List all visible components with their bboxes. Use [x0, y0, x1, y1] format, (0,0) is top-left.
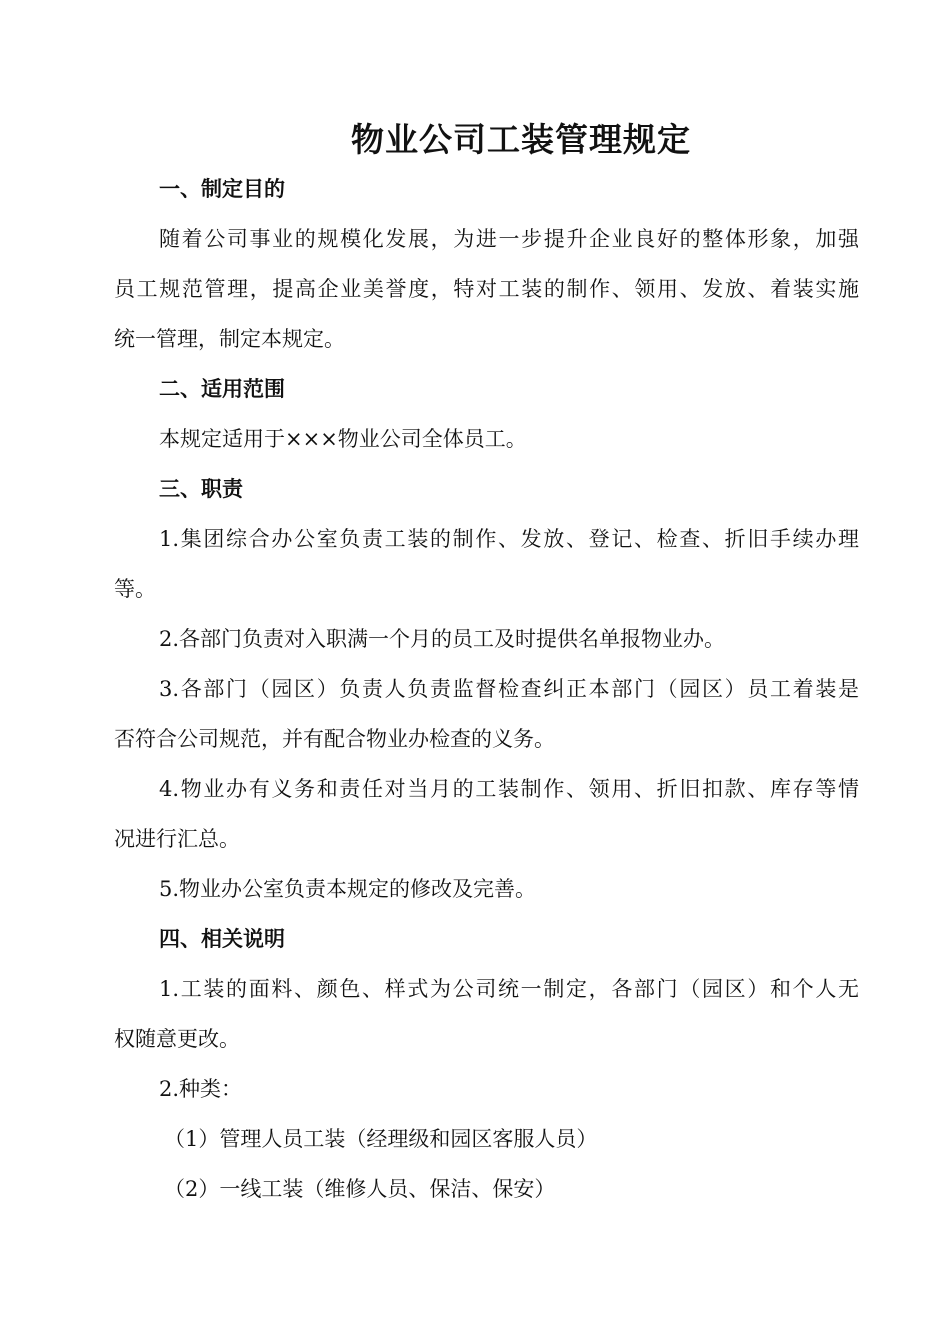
list-item: （2）一线工装（维修人员、保洁、保安）	[164, 1177, 556, 1201]
paragraph-line: 3.各部门（园区）负责人负责监督检查纠正本部门（园区）员工着装是	[159, 677, 859, 701]
paragraph-line: 本规定适用于×××物业公司全体员工。	[159, 427, 527, 451]
paragraph-line: 员工规范管理，提高企业美誉度，特对工装的制作、领用、发放、着装实施	[114, 277, 859, 301]
section-heading: 一、制定目的	[159, 177, 285, 201]
section-heading: 二、适用范围	[159, 377, 285, 401]
paragraph-line: 随着公司事业的规模化发展，为进一步提升企业良好的整体形象，加强	[159, 227, 859, 251]
section-heading: 三、职责	[159, 477, 243, 501]
paragraph-line: 4.物业办有义务和责任对当月的工装制作、领用、折旧扣款、库存等情	[159, 777, 859, 801]
paragraph-line: 统一管理，制定本规定。	[114, 327, 345, 351]
paragraph-line: 1.集团综合办公室负责工装的制作、发放、登记、检查、折旧手续办理	[159, 527, 859, 551]
paragraph-line: 否符合公司规范，并有配合物业办检查的义务。	[114, 727, 555, 751]
paragraph-line: 权随意更改。	[114, 1027, 240, 1051]
paragraph-line: 2.种类：	[159, 1077, 243, 1101]
list-item: （1）管理人员工装（经理级和园区客服人员）	[164, 1127, 598, 1151]
paragraph-line: 等。	[114, 577, 156, 601]
paragraph-line: 5.物业办公室负责本规定的修改及完善。	[159, 877, 537, 901]
page-title: 物业公司工装管理规定	[351, 120, 691, 159]
paragraph-line: 况进行汇总。	[114, 827, 240, 851]
document-body	[114, 164, 859, 1214]
paragraph-line: 2.各部门负责对入职满一个月的员工及时提供名单报物业办。	[159, 627, 726, 651]
paragraph-line: 1.工装的面料、颜色、样式为公司统一制定，各部门（园区）和个人无	[159, 977, 859, 1001]
section-heading: 四、相关说明	[159, 927, 285, 951]
